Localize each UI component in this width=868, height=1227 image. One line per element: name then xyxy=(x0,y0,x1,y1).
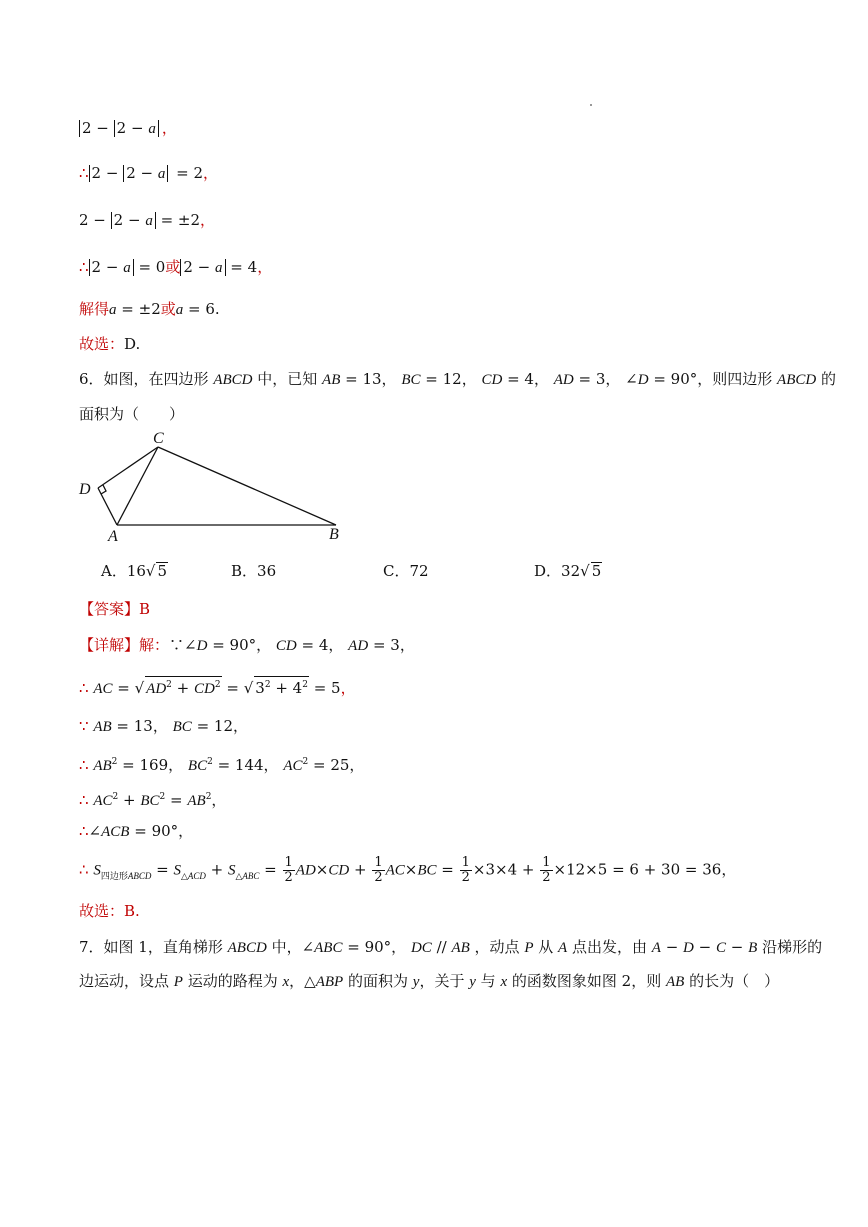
option-d[interactable]: D．32√ 5 xyxy=(534,562,602,580)
option-a[interactable]: A．16√ 5 xyxy=(101,562,168,580)
prev-line-3: 2 − 2 − a = ±2， xyxy=(79,211,216,229)
q6-stem-line-2: 面积为（ ） xyxy=(79,405,185,423)
detail-line-5: ∴ $AC^2 + BC^2 = AB^2$， xyxy=(79,791,227,809)
vertex-label-a: A xyxy=(108,528,118,545)
quadrilateral-figure xyxy=(70,425,360,545)
q7-stem-line-1: 7．如图 1，直角梯形 ABCD 中，∠ABC = 90°， DC // AB ，动点 P 从 A 点出发，由 A − D − C − B 沿梯形的 xyxy=(79,938,823,956)
prev-line-4: ∴ 2 − a = 0或 2 − a = 4， xyxy=(79,258,273,276)
answer-label: 【答案】B xyxy=(79,600,151,618)
detail-line-7: ∴ $S_{四边形ABCD} = S_{\triangle ACD} + S_{\triangle ABC}$ = $\frac{1}{2}$ AD×CD + $\frac{1}{2}$ AC×BC = $\frac{1}{2}$ ×3×4 + $\frac{1}{2}$ ×12×5 = 6 + 30 = 36， xyxy=(79,855,737,885)
scan-speck xyxy=(590,104,592,106)
detail-line-1: 【详解】解：∵∠D = 90°， CD = 4， AD = 3， xyxy=(79,636,415,654)
vertex-label-d: D xyxy=(79,481,91,498)
prev-line-1: 2 − 2 − a ， xyxy=(79,117,177,139)
vertex-label-c: C xyxy=(153,430,164,447)
q6-stem-line-1: 6．如图，在四边形 ABCD 中，已知 AB = 13， BC = 12， CD = 4， AD = 3， ∠D = 90°，则四边形 ABCD 的 xyxy=(79,370,836,388)
detail-line-6: ∴∠ACB = 90°， xyxy=(79,822,194,840)
detail-line-3: ∵ AB = 13， BC = 12， xyxy=(79,717,248,735)
detail-line-4: ∴ $AB^2 = 169$， $BC^2 = 144$， $AC^2 = 25$， xyxy=(79,756,365,774)
vertex-label-b: B xyxy=(329,526,339,543)
prev-line-5: 解得a = ±2或a = 6. xyxy=(79,300,220,318)
q7-stem-line-2: 边运动，设点 P 运动的路程为 x，△ABP 的面积为 y，关于 y 与 x 的函数图象如图 2，则 AB 的长为（ ） xyxy=(79,972,780,990)
prev-line-2: ∴ 2 − 2 − a = 2， xyxy=(79,164,219,182)
option-c[interactable]: C．72 xyxy=(383,562,429,580)
conclusion-line: 故选：B. xyxy=(79,902,140,920)
detail-line-2: ∴ AC = √ $AD^2 + CD^2$ = √ $3^2 + 4^2 = 5$， xyxy=(79,676,356,700)
prev-line-6: 故选：D. xyxy=(79,335,141,353)
option-b[interactable]: B．36 xyxy=(231,562,277,580)
